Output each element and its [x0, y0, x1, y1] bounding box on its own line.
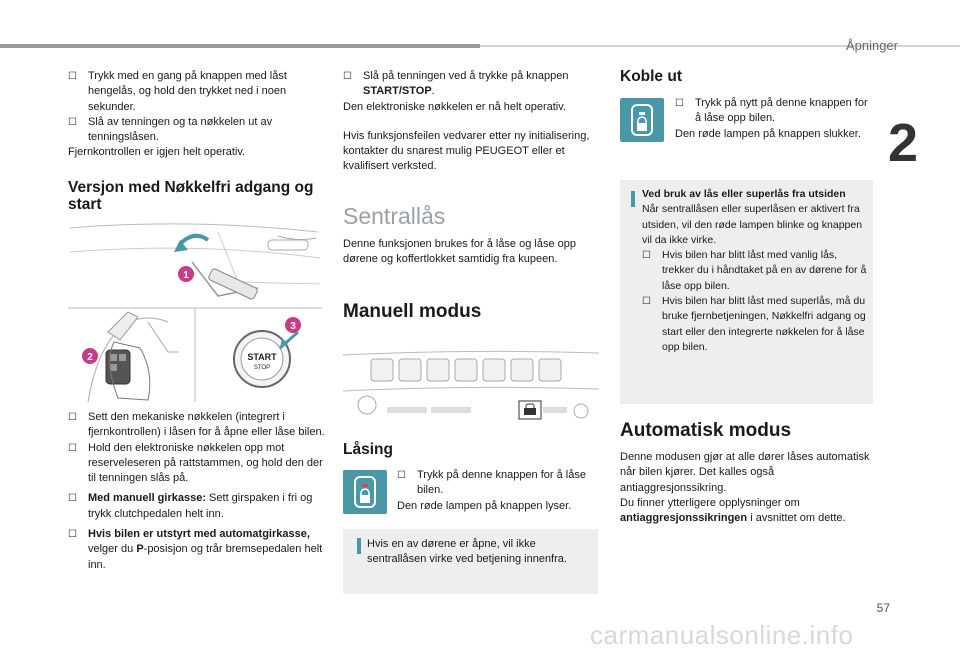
paragraph: Hvis funksjonsfeilen vedvarer etter ny initialisering, kontakter du snarest mulig PEUGEOT eller et kvalifisert verksted. [343, 129, 590, 173]
callout-label-1: 1 [183, 270, 189, 281]
list-item: ☐ Trykk med en gang på knappen med låst hengelås, og hold den trykket ned i noen sekunder. [68, 70, 287, 113]
info-icon [631, 191, 635, 207]
col1-top-text [68, 69, 330, 161]
sub-heading: Koble ut [620, 68, 682, 85]
paragraph: Denne funksjonen brukes for å låse og låse opp dørene og koffertlokket samtidig fra kupeen. [343, 238, 576, 266]
auto-text [620, 450, 875, 526]
list-item: ☐ Slå på tenningen ved å trykke på knappen START/STOP. [343, 70, 569, 98]
dashboard-figure [343, 345, 599, 425]
list-item: ☐ Hvis bilen er utstyrt med automatgirkasse, velger du P-posisjon og trår bremsepedalen helt inn. [68, 528, 323, 571]
paragraph: Den røde lampen på knappen slukker. [675, 127, 861, 140]
list-item: ☐ Hvis bilen har blitt låst med vanlig lås, trekker du i håndtaket på en av dørene for å låse opp bilen. [642, 249, 867, 292]
col1-bottom-text [68, 410, 330, 573]
watermark: carmanualsonline.info [590, 620, 854, 650]
section-heading: Manuell modus [343, 301, 482, 322]
paragraph: Du finner ytterligere opplysninger om antiaggresjonssikringen i avsnittet om dette. [620, 496, 846, 525]
steering-column-illustration [88, 308, 195, 402]
page-number: 57 [876, 601, 890, 615]
col2-top-text [343, 69, 599, 175]
header-rule [0, 44, 480, 48]
start-stop-button-illustration [234, 331, 298, 387]
start-label: START [247, 352, 277, 362]
callout-label-3: 3 [290, 321, 296, 332]
keyless-figure [68, 222, 322, 402]
paragraph: Den elektroniske nøkkelen er nå helt operativ. [343, 100, 566, 113]
lock-text [397, 468, 597, 499]
page-title: Sentrallås [343, 203, 446, 229]
list-item: ☐ Hold den elektroniske nøkkelen opp mot reserveleseren på rattstammen, og hold den der til tenningen slås på. [68, 441, 323, 485]
info-box [620, 180, 873, 404]
paragraph: Den røde lampen på knappen lyser. [397, 500, 572, 512]
callout-label-2: 2 [87, 352, 93, 363]
info-content [642, 187, 868, 355]
list-item: ☐ Sett den mekaniske nøkkelen (integrert i fjernkontrollen) i låsen for å åpne eller låse bilen. [68, 411, 325, 439]
section-title: Åpninger [845, 38, 898, 53]
paragraph: Denne modusen gjør at alle dører låses automatisk når bilen kjører. Det kalles også antiaggresjonssikring. [620, 451, 870, 494]
door-illustration [68, 224, 322, 308]
section-heading: Automatisk modus [620, 420, 792, 441]
info-icon [357, 538, 361, 554]
list-item: ☐ Trykk på nytt på denne knappen for å låse opp bilen. [675, 97, 868, 125]
chapter-number: 2 [888, 113, 919, 173]
info-text: Hvis en av dørene er åpne, vil ikke sentrallåsen virke ved betjening innenfra. [367, 538, 567, 566]
info-title: Ved bruk av lås eller superlås fra utsiden [642, 188, 846, 200]
unlock-icon [620, 98, 664, 142]
lock-icon [343, 470, 387, 514]
stop-label: STOP [253, 365, 271, 371]
unlock-text [675, 96, 873, 142]
info-text: Når sentrallåsen eller superlåsen er aktivert fra utsiden, vil den røde lampen blinke og knappen vil da ikke virke. [642, 203, 863, 246]
list-item: ☐ Med manuell girkasse: Sett girspaken i fri og trykk clutchpedalen helt inn. [68, 492, 313, 520]
list-item: ☐ Slå av tenningen og ta nøkkelen ut av tenningslåsen. [68, 115, 273, 144]
info-box [343, 529, 598, 594]
paragraph: Fjernkontrollen er igjen helt operativ. [68, 146, 246, 159]
list-item: ☐ Trykk på denne knappen for å låse bilen. [397, 469, 586, 497]
switch-row [371, 359, 561, 381]
list-item: ☐ Hvis bilen har blitt låst med superlås, må du bruke fjernbetjeningen, Nøkkelfri adgang og start eller den integrerte nøkkelen for å låse opp bilen. [642, 295, 866, 353]
section-heading: Versjon med Nøkkelfri adgang og start [68, 179, 314, 213]
sub-heading: Låsing [343, 441, 393, 458]
